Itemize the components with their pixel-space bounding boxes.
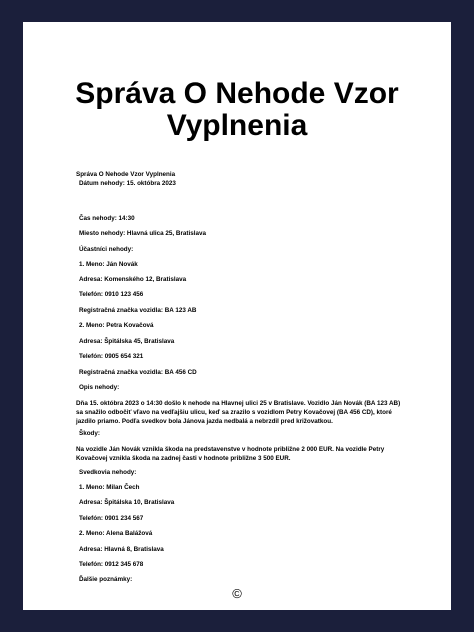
participant-2-phone: Telefón: 0905 654 321 — [79, 353, 144, 360]
copyright-icon: © — [232, 586, 242, 601]
witnesses-heading: Svedkovia nehody: — [79, 469, 137, 476]
participant-2-address: Adresa: Špitálska 45, Bratislava — [79, 338, 175, 345]
damage-text: Na vozidle Ján Novák vznikla škoda na predstavenstve v hodnote približne 2 000 EUR. Na vozidle Petry Kovačovej vznikla škoda na zadnej časti v hodnote približne 3 500 EUR. — [76, 446, 385, 462]
time-line: Čas nehody: 14:30 — [79, 215, 135, 222]
witness-2-address: Adresa: Hlavná 8, Bratislava — [79, 546, 164, 553]
document-header — [76, 170, 176, 188]
participant-1-phone: Telefón: 0910 123 456 — [79, 291, 144, 298]
page-title: Správa O Nehode Vzor Vyplnenia — [75, 77, 399, 142]
witness-2-phone: Telefón: 0912 345 678 — [79, 561, 144, 568]
witness-1-name: 1. Meno: Milan Čech — [79, 484, 140, 491]
participants-heading: Účastníci nehody: — [79, 246, 134, 253]
participant-1-address: Adresa: Komenského 12, Bratislava — [79, 276, 187, 283]
document-page — [23, 22, 451, 610]
witness-2-name: 2. Meno: Alena Balážová — [79, 530, 153, 537]
description-text: Dňa 15. októbra 2023 o 14:30 došlo k nehode na Hlavnej ulici 25 v Bratislave. Vozidlo Ján Novák (BA 123 AB) sa snažilo odbočiť vľavo na vedľajšiu ulicu, keď sa zrazilo s vozidlom Petry Kovačovej (BA 456 CD), ktoré jazdilo priamo. Podľa svedkov bola Jánova jazda nedbalá a nebrzdil pred križovatkou. — [76, 400, 401, 425]
notes-heading: Ďalšie poznámky: — [79, 576, 133, 583]
witness-1-address: Adresa: Špitálska 10, Bratislava — [79, 499, 175, 506]
participant-1-name: 1. Meno: Ján Novák — [79, 261, 138, 268]
header-line: Správa O Nehode Vzor Vyplnenia — [76, 171, 176, 178]
description-heading: Opis nehody: — [79, 384, 120, 391]
damage-heading: Škody: — [79, 430, 100, 437]
participant-2-plate: Registračná značka vozidla: BA 456 CD — [79, 369, 197, 376]
participant-2-name: 2. Meno: Petra Kovačová — [79, 322, 154, 329]
participant-1-plate: Registračná značka vozidla: BA 123 AB — [79, 307, 197, 314]
date-line: Dátum nehody: 15. októbra 2023 — [79, 180, 176, 187]
place-line: Miesto nehody: Hlavná ulica 25, Bratislava — [79, 230, 207, 237]
witness-1-phone: Telefón: 0901 234 567 — [79, 515, 144, 522]
